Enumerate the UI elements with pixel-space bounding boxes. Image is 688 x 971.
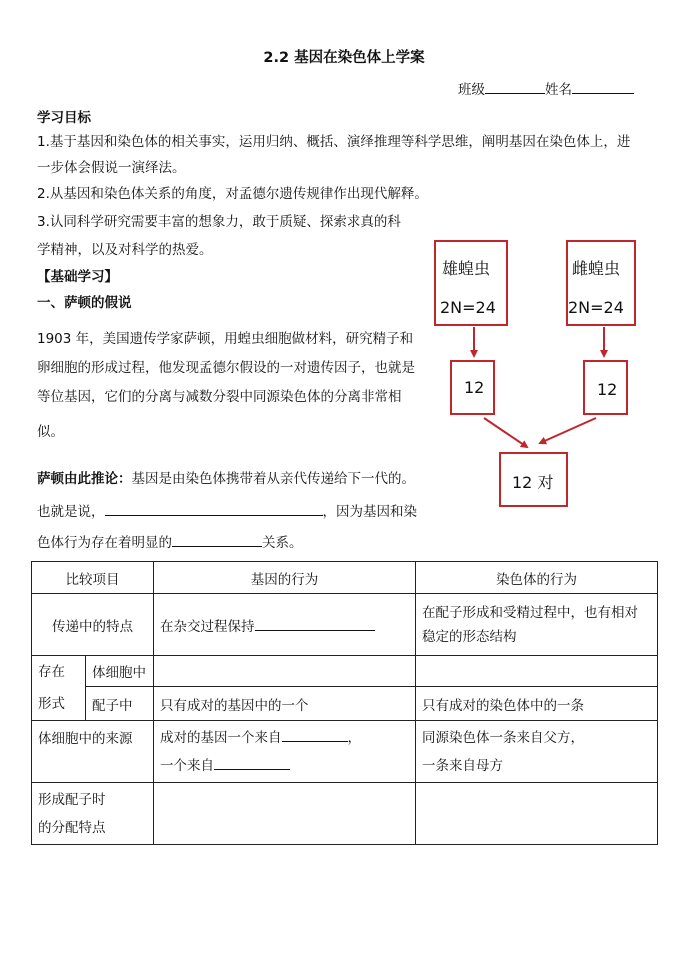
comparison-table	[31, 561, 658, 845]
female-chromosome-count: 2N=24	[568, 298, 624, 317]
cell-gene-transmission	[154, 594, 416, 656]
section-heading-sutton: 一、萨顿的假说	[37, 295, 132, 311]
cell-gene-somatic[interactable]	[154, 656, 416, 687]
arrow-male-gamete-to-offspring	[484, 418, 527, 447]
male-locust-label: 雄蝗虫	[442, 259, 491, 278]
female-locust-label: 雌蝗虫	[572, 259, 621, 278]
cell-text: 在配子形成和受精过程中，也有相对	[422, 604, 638, 621]
cell-text: 一个来自	[160, 757, 214, 774]
inference-text: 基因是由染色体携带着从亲代传递给下一代的。	[131, 471, 415, 487]
inference-label: 萨顿由此推论：	[37, 471, 132, 487]
objective-1b: 一步体会假说一演绎法。	[37, 160, 186, 176]
objective-3b: 学精神，以及对科学的热爱。	[37, 242, 213, 258]
objective-3a: 3.认同科学研究需要丰富的想象力，敢于质疑、探索求真的科	[37, 214, 401, 230]
objectives-heading: 学习目标	[37, 110, 91, 126]
cell-text: 存在	[38, 664, 65, 680]
male-chromosome-count: 2N=24	[440, 298, 496, 317]
objective-2: 2.从基因和染色体关系的角度，对孟德尔遗传规律作出现代解释。	[37, 186, 428, 202]
para-line-4: 似。	[37, 424, 64, 440]
arrow-female-gamete-to-offspring	[540, 418, 596, 443]
offspring-count: 12 对	[512, 473, 554, 492]
header-gene-behavior: 基因的行为	[154, 562, 416, 594]
cell-text: 形成配子时	[38, 791, 106, 808]
basic-heading: 【基础学习】	[37, 269, 118, 285]
row-label-distribution	[32, 783, 154, 845]
para-line-2: 卵细胞的形成过程，他发现孟德尔假设的一对遗传因子，也就是	[37, 360, 415, 376]
row-label-origin: 体细胞中的来源	[32, 721, 154, 783]
cell-chromosome-distribution[interactable]	[416, 783, 658, 845]
gene-transmission-blank[interactable]	[255, 616, 375, 631]
cell-chromosome-gamete: 只有成对的染色体中的一条	[416, 687, 658, 721]
header-chromosome-behavior: 染色体的行为	[416, 562, 658, 594]
cell-gene-distribution[interactable]	[154, 783, 416, 845]
name-label: 姓名	[545, 82, 572, 98]
sub-label-gamete: 配子中	[86, 687, 154, 721]
cell-gene-origin	[154, 721, 416, 783]
class-label: 班级	[458, 82, 485, 98]
table-row	[32, 721, 658, 783]
sub-label-somatic: 体细胞中	[86, 656, 154, 687]
page-title: 2.2 基因在染色体上学案	[263, 50, 425, 66]
cell-text: 形式	[38, 696, 65, 712]
objective-1a: 1.基于基因和染色体的相关事实，运用归纳、概括、演绎推理等科学思维，阐明基因在染色体上，进	[37, 134, 631, 150]
para-line-3: 等位基因，它们的分离与减数分裂中同源染色体的分离非常相	[37, 389, 402, 405]
cell-text: 一条来自母方	[422, 757, 503, 774]
cell-text: 的分配特点	[38, 819, 106, 836]
table-row	[32, 594, 658, 656]
para-line-1: 1903 年，美国遗传学家萨顿，用蝗虫细胞做材料，研究精子和	[37, 331, 414, 347]
also-suffix: ，因为基因和染	[322, 504, 417, 520]
cell-text: 成对的基因一个来自	[160, 729, 282, 746]
cell-chromosome-transmission	[416, 594, 658, 656]
cell-gene-gamete: 只有成对的基因中的一个	[154, 687, 416, 721]
cell-text: 稳定的形态结构	[422, 628, 517, 645]
row-label-existence	[32, 656, 86, 721]
female-gamete-count: 12	[597, 380, 618, 399]
also-prefix: 也就是说，	[37, 504, 105, 520]
origin-blank-2[interactable]	[214, 755, 290, 770]
cell-text: 同源染色体一条来自父方，	[422, 729, 584, 746]
cell-chromosome-origin	[416, 721, 658, 783]
table-row	[32, 687, 658, 721]
male-gamete-count: 12	[464, 378, 485, 397]
cell-chromosome-somatic[interactable]	[416, 656, 658, 687]
behavior-prefix: 色体行为存在着明显的	[37, 535, 172, 551]
header-compare-item: 比较项目	[32, 562, 154, 594]
table-row	[32, 783, 658, 845]
table-row	[32, 656, 658, 687]
behavior-suffix: 关系。	[262, 535, 303, 551]
cell-text: ，	[347, 729, 361, 746]
row-label-transmission: 传递中的特点	[32, 594, 154, 656]
table-header-row	[32, 562, 658, 594]
cell-text: 在杂交过程保持	[160, 618, 255, 635]
origin-blank-1[interactable]	[282, 727, 348, 742]
